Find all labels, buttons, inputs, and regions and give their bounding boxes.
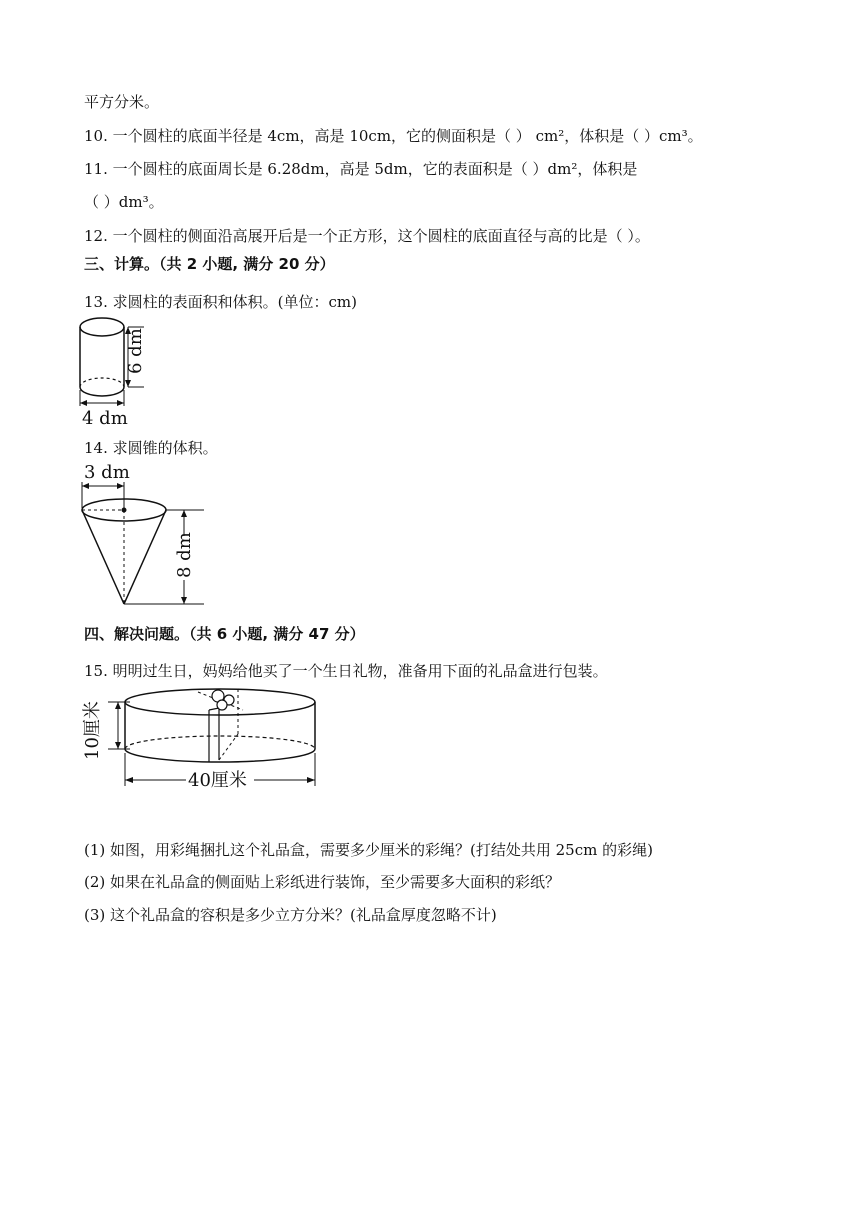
question-15: 15. 明明过生日，妈妈给他买了一个生日礼物，准备用下面的礼品盒进行包装。	[84, 662, 608, 680]
part-1: (1) 如图，用彩绳捆扎这个礼品盒，需要多少厘米的彩绳？(打结处共用 25cm 的彩绳)	[84, 841, 653, 859]
cone-radius-label: 3 dm	[84, 462, 130, 483]
cone-height-label: 8 dm	[174, 532, 195, 578]
part-3: (3) 这个礼品盒的容积是多少立方分米？(礼品盒厚度忽略不计)	[84, 906, 497, 924]
cylinder-height-label: 6 dm	[125, 328, 146, 374]
giftbox-height-label: 10厘米	[82, 701, 103, 760]
question-14: 14. 求圆锥的体积。	[84, 439, 218, 457]
cone-figure	[74, 460, 214, 610]
question-11: 11. 一个圆柱的底面周长是 6.28dm，高是 5dm，它的表面积是（ ）dm²，体积是	[84, 160, 638, 178]
giftbox-diameter-label: 40厘米	[188, 770, 247, 791]
question-11-cont: （ ）dm³。	[84, 193, 164, 211]
line-continuation: 平方分米。	[84, 93, 160, 111]
part-2: (2) 如果在礼品盒的侧面贴上彩纸进行装饰，至少需要多大面积的彩纸？	[84, 873, 561, 891]
cylinder-figure	[74, 312, 164, 430]
cylinder-diameter-label: 4 dm	[82, 408, 128, 429]
question-10: 10. 一个圆柱的底面半径是 4cm，高是 10cm，它的侧面积是（ ） cm²，体积是（ ）cm³。	[84, 127, 703, 145]
section-3-heading: 三、计算。（共 2 小题, 满分 20 分）	[84, 255, 335, 273]
giftbox-figure	[78, 682, 328, 794]
question-13: 13. 求圆柱的表面积和体积。(单位：cm)	[84, 293, 357, 311]
section-4-heading: 四、解决问题。（共 6 小题, 满分 47 分）	[84, 625, 365, 643]
question-12: 12. 一个圆柱的侧面沿高展开后是一个正方形，这个圆柱的底面直径与高的比是（ ）。	[84, 227, 650, 245]
